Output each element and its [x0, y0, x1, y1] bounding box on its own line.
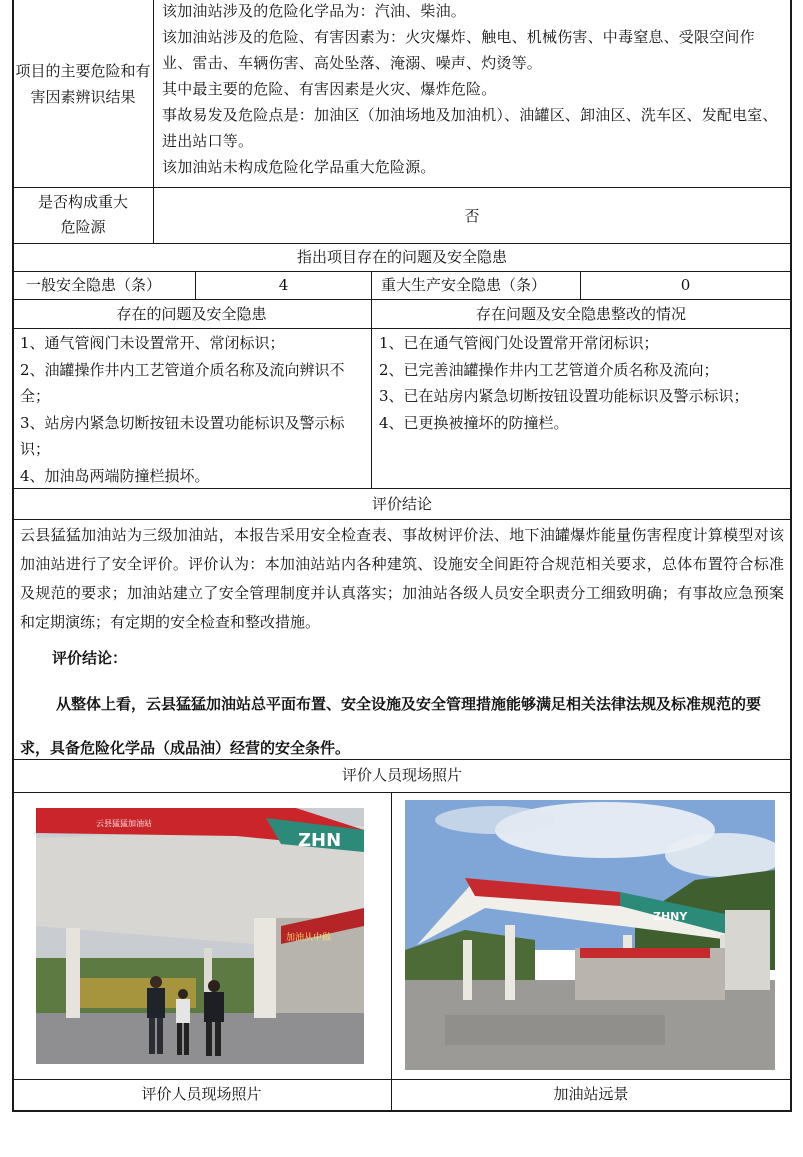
issue-item: 4、加油岛两端防撞栏损坏。 [20, 466, 210, 485]
rectification-item: 3、已在站房内紧急切断按钮设置功能标识及警示标识； [379, 387, 749, 405]
major-hazard-label: 是否构成重大危险源 [38, 193, 129, 236]
major-hazard-label-count: 重大生产安全隐患（条） [381, 276, 547, 294]
rectification-item: 4、已更换被撞坏的防撞栏。 [379, 413, 569, 432]
station-sign-text: 云县猛猛加油站 [96, 819, 152, 828]
risk-line: 该加油站涉及的危险化学品为：汽油、柴油。 [162, 2, 467, 20]
issue-item: 2、油罐操作井内工艺管道介质名称及流向辨识不全； [20, 360, 345, 405]
banner-text: 加油从中做 [286, 933, 332, 943]
brand-letters: ZHN [298, 830, 342, 851]
right-photo-caption: 加油站远景 [553, 1085, 629, 1103]
risk-section-content [162, 0, 784, 180]
station-distant-illustration [405, 800, 775, 1070]
row-divider [12, 1079, 792, 1080]
conclusion-header: 评价结论 [371, 495, 432, 513]
table-border-right [790, 0, 792, 1111]
risk-line: 其中最主要的危险、有害因素是火灾、爆炸危险。 [162, 80, 497, 98]
brand-letters-distant: ZHNY [653, 910, 688, 923]
photos-header: 评价人员现场照片 [341, 766, 462, 784]
staff-onsite-photo [36, 808, 364, 1064]
row-divider [12, 519, 792, 520]
major-hazard-value: 否 [464, 207, 480, 225]
risk-line: 该加油站涉及的危险、有害因素为：火灾爆炸、触电、机械伤害、中毒窒息、受限空间作业、雷击、车辆伤害、高处坠落、淹溺、噪声、灼烫等。 [162, 28, 755, 72]
major-hazard-count: 0 [680, 276, 691, 294]
general-hazard-count: 4 [278, 276, 289, 294]
row-divider [12, 1110, 792, 1112]
issues-left-header: 存在的问题及安全隐患 [116, 305, 267, 323]
rectification-item: 1、已在通气管阀门处设置常开常闭标识； [379, 334, 659, 352]
cell-divider [391, 792, 392, 1111]
row-divider [12, 792, 792, 793]
issue-item: 1、通气管阀门未设置常开、常闭标识； [20, 334, 285, 352]
row-divider [12, 328, 792, 329]
issues-list [20, 330, 365, 489]
issues-header: 指出项目存在的问题及安全隐患 [296, 248, 507, 266]
conclusion-body: 云县猛猛加油站为三级加油站，本报告采用安全检查表、事故树评价法、地下油罐爆炸能量伤害程度计算模型对该加油站进行了安全评价。评价认为：本加油站站内各种建筑、设施安全间距符合规范相关要求，总体布置符合标准及规范的要求；加油站建立了安全管理制度并认真落实；加油站各级人员安全职责分工细致明确；有事故应急预案和定期演练；有定期的安全检查和整改措施。 [20, 526, 784, 631]
staff-onsite-illustration [36, 808, 364, 1064]
conclusion-subheading: 评价结论： [52, 649, 128, 667]
row-divider [12, 299, 792, 300]
table-border-left [12, 0, 14, 1111]
rectification-item: 2、已完善油罐操作井内工艺管道介质名称及流向； [379, 360, 719, 379]
risk-line: 事故易发及危险点是：加油区（加油场地及加油机）、油罐区、卸油区、洗车区、发配电室、进出站口等。 [162, 106, 778, 150]
rectifications-list [379, 330, 785, 436]
conclusion-summary: 从整体上看，云县猛猛加油站总平面布置、安全设施及安全管理措施能够满足相关法律法规及标准规范的要求，具备危险化学品（成品油）经营的安全条件。 [20, 695, 762, 757]
issue-item: 3、站房内紧急切断按钮未设置功能标识及警示标识； [20, 413, 345, 458]
left-photo-caption: 评价人员现场照片 [141, 1085, 262, 1103]
row-divider [12, 187, 792, 188]
general-hazard-label: 一般安全隐患（条） [26, 276, 162, 294]
issues-right-header: 存在问题及安全隐患整改的情况 [475, 305, 686, 323]
risk-line: 该加油站未构成危险化学品重大危险源。 [162, 158, 436, 176]
station-distant-photo [405, 800, 775, 1070]
risk-section-label: 项目的主要危险和有害因素辨识结果 [15, 62, 151, 106]
